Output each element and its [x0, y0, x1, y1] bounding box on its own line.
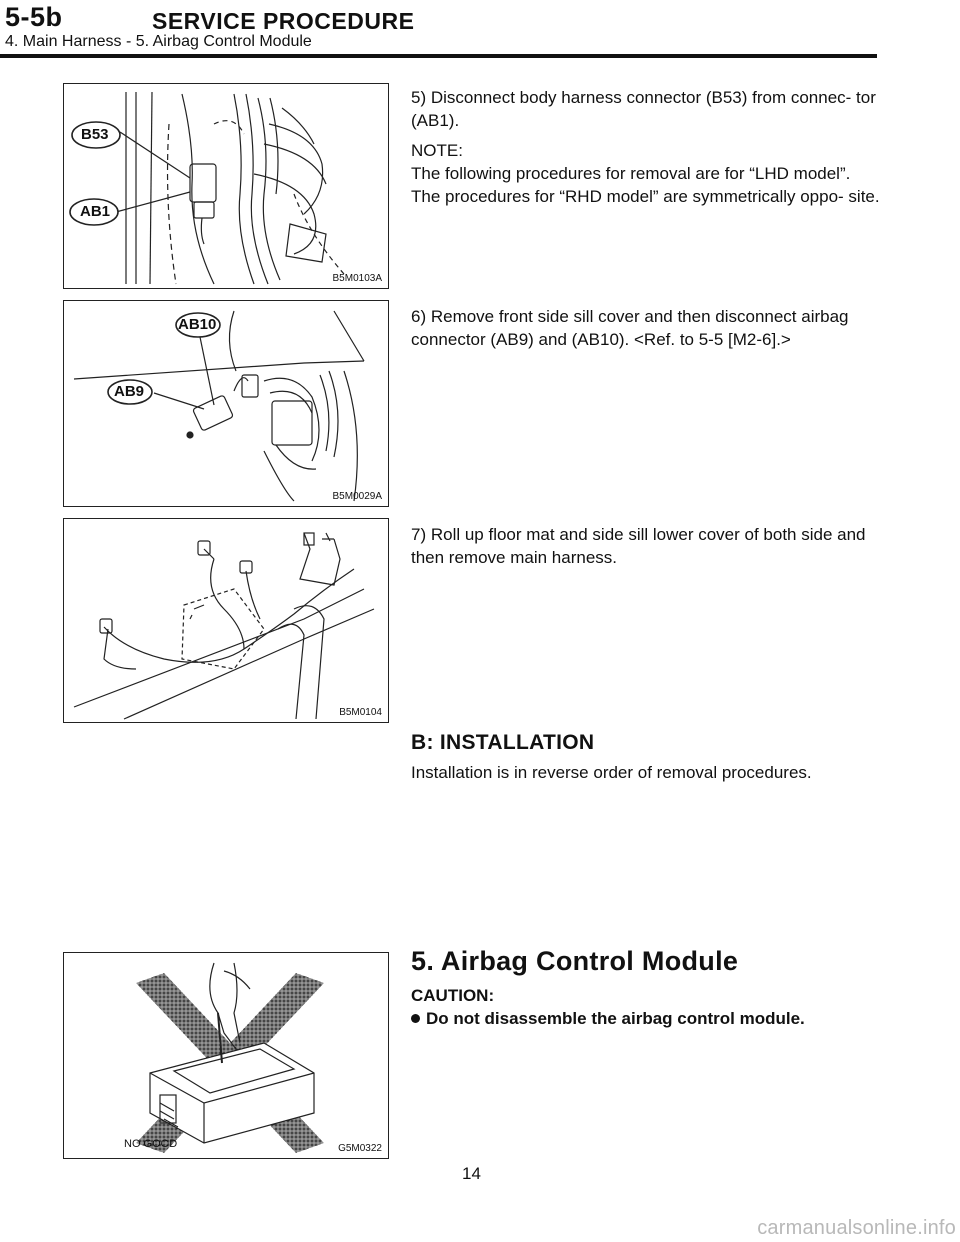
callout-ab9: AB9	[114, 383, 145, 400]
module-heading: 5. Airbag Control Module	[411, 946, 739, 976]
note-text: The following procedures for removal are for “LHD model”. The procedures for “RHD model” are symmetrically oppo- site.	[411, 164, 880, 206]
section-number: 5-5b	[5, 2, 63, 32]
page-number: 14	[462, 1164, 481, 1183]
bullet-icon	[411, 1014, 420, 1023]
watermark: carmanualsonline.info	[757, 1217, 956, 1239]
callout-b53: B53	[81, 126, 109, 143]
breadcrumb: 4. Main Harness - 5. Airbag Control Module	[5, 33, 312, 50]
figure-main-harness	[63, 518, 389, 723]
harness-illustration-1	[64, 84, 388, 288]
harness-illustration-2	[64, 301, 388, 506]
caution-label: CAUTION:	[411, 986, 495, 1005]
note-label: NOTE:	[411, 141, 463, 160]
no-good-label: NO GOOD	[124, 1138, 178, 1150]
callout-ab10: AB10	[178, 316, 217, 333]
installation-block	[411, 761, 881, 784]
step-5-text: 5) Disconnect body harness connector (B53) from connec- tor (AB1).	[411, 88, 876, 130]
figure-code: B5M0103A	[332, 273, 382, 284]
step-6-text: 6) Remove front side sill cover and then disconnect airbag connector (AB9) and (AB10). <Ref. to 5-5 [M2-6].>	[411, 307, 849, 349]
module-illustration	[64, 953, 388, 1158]
figure-connector-ab9-ab10	[63, 300, 389, 507]
caution-block	[411, 984, 805, 1030]
installation-text: Installation is in reverse order of removal procedures.	[411, 763, 812, 782]
step-5-block	[411, 86, 881, 208]
step-7-text: 7) Roll up floor mat and side sill lower cover of both side and then remove main harness.	[411, 525, 866, 567]
caution-item: Do not disassemble the airbag control module.	[426, 1009, 805, 1028]
page-title: SERVICE PROCEDURE	[152, 8, 415, 34]
callout-ab1: AB1	[80, 203, 111, 220]
header-rule	[0, 54, 877, 58]
figure-no-disassembly	[63, 952, 389, 1159]
harness-illustration-3	[64, 519, 388, 722]
step-6-block	[411, 305, 881, 351]
figure-code: B5M0029A	[332, 491, 382, 502]
installation-heading: B: INSTALLATION	[411, 731, 595, 754]
figure-connector-b53-ab1	[63, 83, 389, 289]
figure-code: G5M0322	[338, 1143, 382, 1154]
figure-code: B5M0104	[339, 707, 382, 718]
step-7-block	[411, 523, 881, 569]
